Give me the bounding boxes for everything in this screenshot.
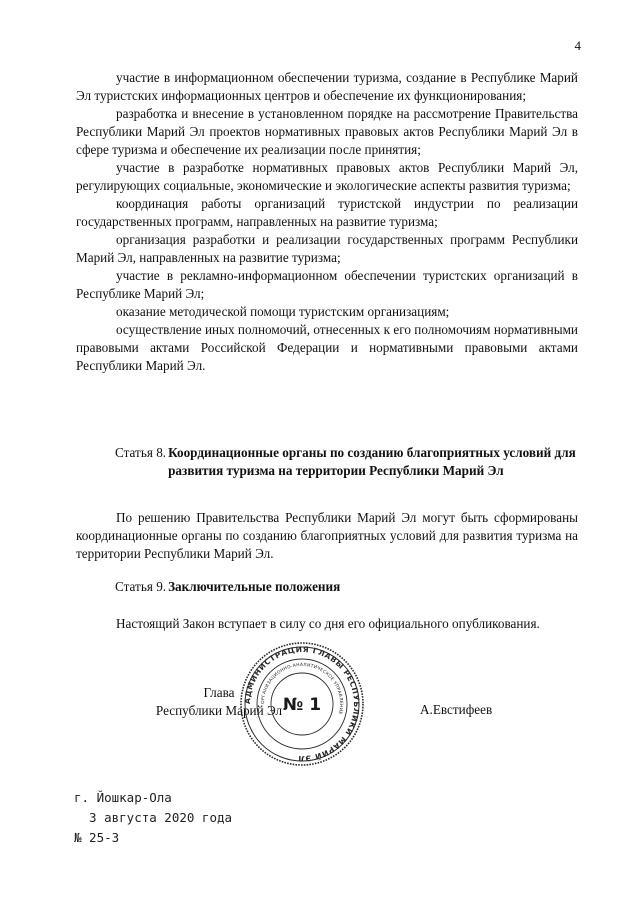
list-item: участие в рекламно-информационном обеспечении туристских организаций в Республике Марий Эл;	[76, 268, 578, 301]
article-9-heading	[115, 578, 585, 596]
official-seal	[238, 640, 366, 768]
seal-inner-text: ОРГАНИЗАЦИОННО-АНАЛИТИЧЕСКОЕ УПРАВЛЕНИЕ	[260, 662, 344, 715]
position-line-1: Глава	[203, 685, 235, 700]
article-8-label: Статья 8.	[115, 445, 167, 460]
footer-date: 3 августа 2020 года	[74, 810, 233, 825]
footer-city: г. Йошкар-Ола	[74, 790, 172, 805]
list-item: оказание методической помощи туристским организациям;	[116, 304, 450, 319]
article-8-heading	[115, 444, 585, 480]
list-item: участие в разработке нормативных правовых актов Республики Марий Эл, регулирующих социальные, экономические и экологические аспекты развития туризма;	[76, 160, 578, 193]
article-9-label: Статья 9.	[115, 579, 167, 594]
seal-number: № 1	[282, 695, 322, 715]
article-9-title: Заключительные положения	[168, 579, 341, 594]
powers-list	[76, 69, 578, 375]
list-item: организация разработки и реализации государственных программ Республики Марий Эл, направленных на развитие туризма;	[76, 232, 578, 265]
article-9-text: Настоящий Закон вступает в силу со дня его официального опубликования.	[116, 616, 540, 631]
article-8-text: По решению Правительства Республики Марий Эл могут быть сформированы координационные органы по созданию благоприятных условий для развития туризма на территории Республики Марий Эл.	[76, 510, 578, 561]
list-item: разработка и внесение в установленном порядке на рассмотрение Правительства Республики Марий Эл проектов нормативных правовых актов Республики Марий Эл в сфере туризма и обеспечение их реализации после принятия;	[76, 106, 578, 157]
list-item: координация работы организаций туристской индустрии по реализации государственных программ, направленных на развитие туризма;	[76, 196, 578, 229]
article-8-title: Координационные органы по созданию благоприятных условий для развития туризма на территории Республики Марий Эл	[168, 445, 576, 478]
signatory-name: А.Евстифеев	[420, 702, 493, 717]
position-line-2: Республики Марий Эл	[155, 703, 283, 718]
list-item: осуществление иных полномочий, отнесенных к его полномочиям нормативными правовыми актами Российской Федерации и нормативными правовыми актами Республики Марий Эл.	[76, 322, 578, 373]
page-number: 4	[574, 38, 581, 53]
footer-number: № 25-З	[74, 830, 120, 845]
seal-outer-text: АДМИНИСТРАЦИЯ ГЛАВЫ РЕСПУБЛИКИ МАРИЙ ЭЛ	[242, 644, 362, 764]
document-footer	[74, 788, 232, 848]
list-item: участие в информационном обеспечении туризма, создание в Республике Марий Эл туристских информационных центров и обеспечение их функционирования;	[76, 70, 578, 103]
